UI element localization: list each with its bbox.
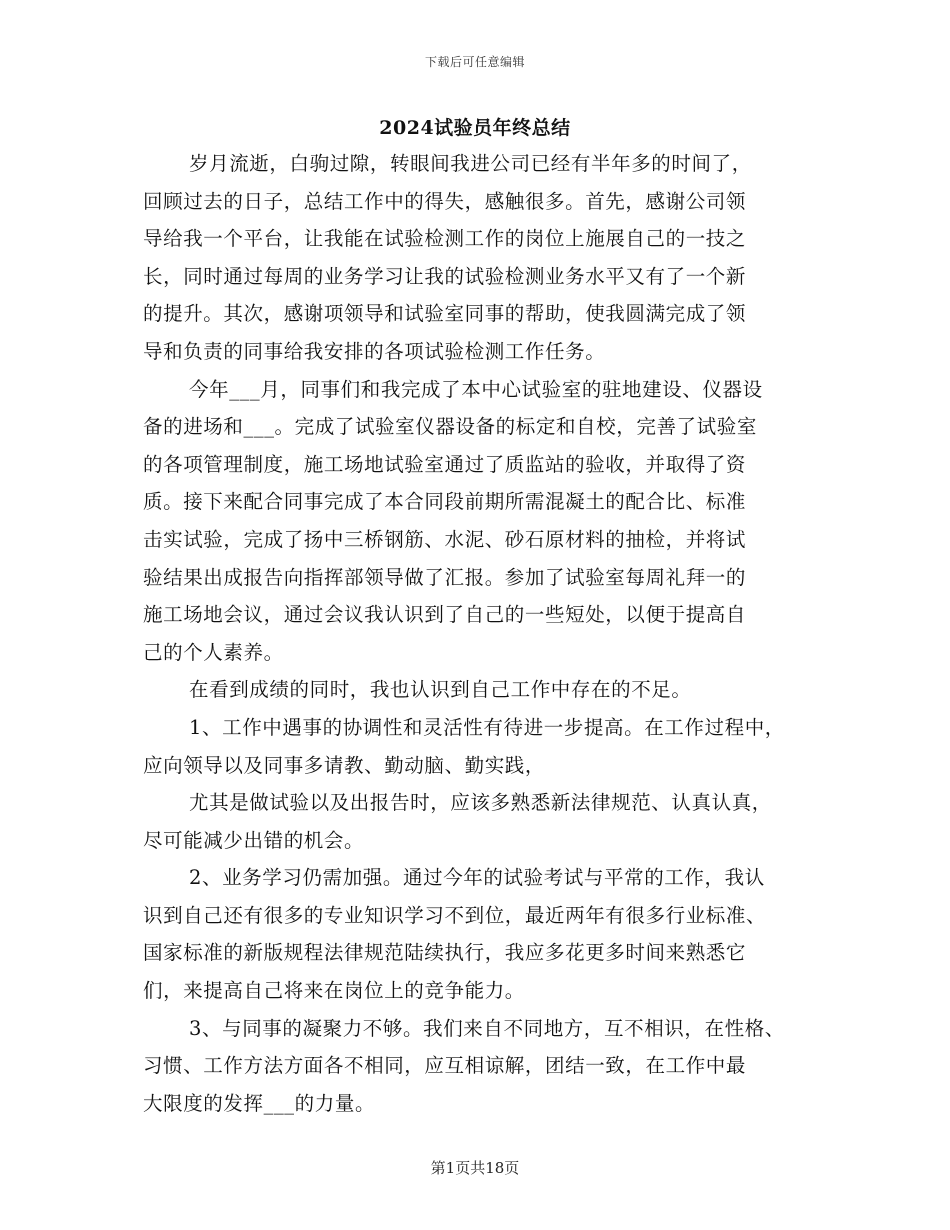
text-line: 3、与同事的凝聚力不够。我们来自不同地方，互不相识，在性格、 — [189, 1016, 785, 1040]
text-line: 长，同时通过每周的业务学习让我的试验检测业务水平又有了一个新 — [143, 264, 747, 288]
text-line: 大限度的发挥___的力量。 — [143, 1091, 376, 1115]
header-note: 下载后可任意编辑 — [424, 55, 525, 69]
text-line: 的各项管理制度，施工场地试验室通过了质监站的验收，并取得了资 — [143, 452, 747, 476]
page-number: 第1页共18页 — [430, 1159, 520, 1177]
text-line: 己的个人素养。 — [143, 640, 284, 664]
text-line: 岁月流逝，白驹过隙，转眼间我进公司已经有半年多的时间了， — [189, 152, 752, 175]
document-body — [143, 145, 808, 1122]
text-line: 习惯、工作方法方面各不相同，应互相谅解，团结一致，在工作中最 — [143, 1054, 747, 1078]
text-line: 在看到成绩的同时，我也认识到自己工作中存在的不足。 — [189, 678, 692, 702]
text-line: 回顾过去的日子，总结工作中的得失，感触很多。首先，感谢公司领 — [143, 189, 747, 213]
text-line: 今年___月，同事们和我完成了本中心试验室的驻地建设、仪器设 — [189, 377, 763, 401]
text-line: 导和负责的同事给我安排的各项试验检测工作任务。 — [143, 339, 606, 363]
text-line: 验结果出成报告向指挥部领导做了汇报。参加了试验室每周礼拜一的 — [143, 565, 747, 589]
text-line: 的提升。其次，感谢项领导和试验室同事的帮助，使我圆满完成了领 — [143, 302, 747, 326]
text-line: 们，来提高自己将来在岗位上的竞争能力。 — [143, 979, 525, 1003]
text-line: 2、业务学习仍需加强。通过今年的试验考试与平常的工作，我认 — [189, 866, 765, 890]
text-line: 施工场地会议，通过会议我认识到了自己的一些短处，以便于提高自 — [143, 603, 747, 627]
text-line: 国家标准的新版规程法律规范陆续执行，我应多花更多时间来熟悉它 — [143, 941, 747, 965]
text-line: 应向领导以及同事多请教、勤动脑、勤实践， — [143, 753, 546, 777]
text-line: 击实试验，完成了扬中三桥钢筋、水泥、砂石原材料的抽检，并将试 — [143, 527, 747, 551]
text-line: 备的进场和___。完成了试验室仪器设备的标定和自校，完善了试验室 — [143, 415, 757, 439]
text-line: 导给我一个平台，让我能在试验检测工作的岗位上施展自己的一技之 — [143, 227, 747, 251]
text-line: 尽可能减少出错的机会。 — [143, 828, 365, 852]
text-line: 尤其是做试验以及出报告时，应该多熟悉新法律规范、认真认真， — [189, 791, 772, 815]
text-line: 质。接下来配合同事完成了本合同段前期所需混凝土的配合比、标准 — [143, 490, 747, 514]
text-line: 识到自己还有很多的专业知识学习不到位，最近两年有很多行业标准、 — [143, 903, 767, 927]
document-title: 2024试验员年终总结 — [379, 117, 571, 139]
text-line: 1、工作中遇事的协调性和灵活性有待进一步提高。在工作过程中， — [189, 715, 785, 739]
